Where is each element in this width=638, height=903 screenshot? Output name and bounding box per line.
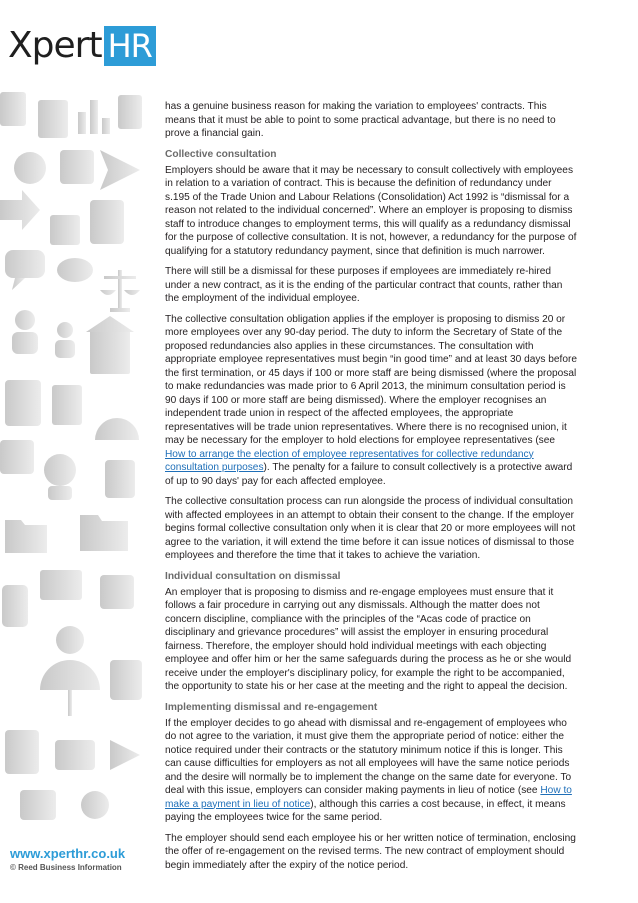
- folder-icon: [5, 515, 128, 553]
- paragraph: [165, 313, 577, 489]
- logo-text: Xpert: [8, 25, 102, 66]
- paragraph: There will still be a dismissal for these purposes if employees are immediately re-hired under a new contract, as it is the ending of the particular contract that counts, rather than the employment of the individual employee.: [165, 266, 563, 304]
- paragraph: Employers should be aware that it may be necessary to consult collectively with employees in relation to a variation of contract. This is because the definition of redundancy under s.195 of the Trade Union and Labour Relations (Consolidation) Act 1992 is “dismissal for a reason not related to the individual concerned”. Where an employer is proposing to dismiss staff to introduce changes to employment terms, this will qualify as a redundancy dismissal for the purpose of collective consultation. It is not, however, a redundancy for the purpose of qualifying for a statutory redundancy payment, since that definition is much narrower.: [165, 164, 577, 257]
- section-heading-individual: Individual consultation on dismissal: [165, 570, 341, 582]
- document-body: [165, 100, 577, 879]
- footer-url: www.xperthr.co.uk: [10, 846, 126, 861]
- footer-copyright: © Reed Business Information: [10, 863, 122, 872]
- envelope-icon: [40, 570, 134, 609]
- speech-bubble-icon: [5, 250, 93, 290]
- headset-icon: [44, 454, 135, 500]
- xperthr-logo: [8, 24, 156, 68]
- document-icon: [0, 92, 68, 138]
- paragraph-text: If the employer decides to go ahead with dismissal and re-engagement of employees who do not agree to the variation, it must give them the appropriate period of notice: either the notice required under their contracts or the statutory minimum notice if this is longer. This can cause difficulties for employers as not all employees will have the same notice periods and the desire will normally be to implement the change on the same date for everyone. To deal with this issue, employers can consider making payments in lieu of notice (see: [165, 717, 572, 796]
- bar-chart-icon: [78, 95, 142, 134]
- link-payment-in-lieu[interactable]: How to make a payment in lieu of notice: [165, 785, 572, 810]
- scales-icon: [100, 270, 140, 312]
- section-heading-collective: Collective consultation: [165, 148, 277, 160]
- paragraph: [165, 717, 577, 825]
- link-election-representatives[interactable]: How to arrange the election of employee representatives for collective redundancy consultation purposes: [165, 448, 534, 473]
- pie-chart-icon: [14, 150, 94, 184]
- calculator-icon: [50, 200, 124, 245]
- section-heading-implementing: Implementing dismissal and re-engagement: [165, 701, 378, 713]
- page-footer: [10, 846, 125, 872]
- sidebar-icon-pattern: [0, 0, 150, 903]
- paragraph: The employer should send each employee his or her written notice of termination, enclosing the offer of re-engagement on the revised terms. The new contract of employment should begin immediately after the expiry of the notice period.: [165, 832, 576, 871]
- umbrella-icon: [40, 660, 142, 716]
- paragraph: has a genuine business reason for making the variation to employees' contracts. This means that it must be able to point to some practical advantage, but there is no need to prove a financial gain.: [165, 101, 556, 139]
- paragraph-text: ), although this carries a cost because, in effect, it means paying the employees twice for the same period.: [165, 798, 566, 823]
- decorative-icon-sidebar: [0, 0, 150, 903]
- logo-box: HR: [104, 26, 156, 66]
- checklist-icon: [5, 730, 140, 820]
- paragraph-text: The collective consultation obligation applies if the employer is proposing to dismiss 20 or more employees over any 90-day period. The duty to inform the Secretary of State of the proposed redundancies also applies in these circumstances. The consultation with appropriate employee representatives must begin “in good time” and at least 30 days before the first termination, or 45 days if 100 or more staff are being dismissed (where the proposal to make redundancies was made prior to 6 April 2013, the minimum consultation period is 90 days if 100 or more staff are being dismissed). Where the employer recognises an independent trade union in respect of the affected employees, the appropriate representatives will be trade union representatives. Where there is no recognised union, it may be necessary for the employer to hold elections for employee representatives (see: [165, 313, 577, 446]
- paragraph-text: ). The penalty for a failure to consult collectively is a protective award of up to 90 days' pay for each affected employee.: [165, 462, 573, 487]
- paragraph: The collective consultation process can run alongside the process of individual consultation with affected employees in an attempt to obtain their consent to the change. If the employer begins formal collective consultation only when it is clear that 20 or more employees will not agree to the variation, it will extend the time before it can issue notices of dismissal to those employees and therefore the time that it takes to achieve the variation.: [165, 496, 576, 561]
- paragraph: An employer that is proposing to dismiss and re-engage employees must ensure that it follows a fair procedure in carrying out any dismissals. Although the matter does not concern discipline, compliance with the principles of the “Acas code of practice on disciplinary and grievance procedures” will assist the employer in ensuring procedural fairness. Therefore, the employer should hold individual meetings with each objecting employee and offer him or her the same safeguards during the process as he or she would receive under the employer's disciplinary policy, for example the right to be accompanied, the opportunity to state his or her case at the meeting and the right to appeal the decision.: [165, 586, 572, 692]
- clipboard-icon: [5, 380, 82, 426]
- people-icon: [12, 310, 75, 358]
- building-icon: [86, 316, 134, 374]
